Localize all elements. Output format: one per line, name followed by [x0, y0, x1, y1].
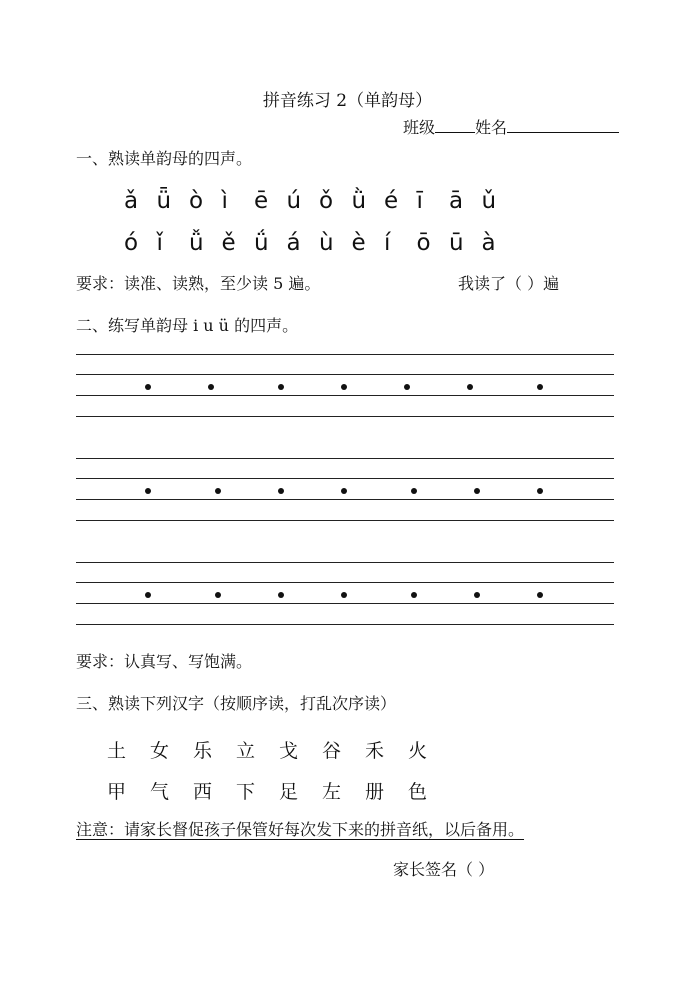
page-title: 拼音练习 2（单韵母）: [262, 91, 433, 111]
pinyin-item: ā: [449, 188, 464, 214]
hanzi-item: 下: [236, 781, 256, 803]
class-label: 班级: [403, 118, 436, 137]
tone-dot: [474, 488, 480, 494]
pinyin-item: í: [384, 230, 391, 256]
pinyin-item: ú: [286, 188, 302, 214]
tone-dot: [411, 592, 417, 598]
hanzi-item: 土: [107, 740, 127, 762]
hanzi-item: 戈: [279, 740, 299, 762]
tone-dot: [145, 384, 151, 390]
hanzi-item: 禾: [365, 740, 385, 762]
ruled-line: [76, 499, 614, 500]
tone-dot: [215, 488, 221, 494]
pinyin-item: ǘ: [254, 230, 269, 256]
pinyin-item: é: [384, 188, 399, 214]
ruled-line: [76, 374, 614, 375]
tone-dot: [474, 592, 480, 598]
hanzi-row-1: [107, 736, 451, 763]
ruled-line: [76, 582, 614, 583]
hanzi-item: 册: [365, 781, 385, 803]
pinyin-row-2: [124, 230, 514, 256]
hanzi-item: 乐: [193, 740, 213, 762]
tone-dot: [145, 488, 151, 494]
ruled-line: [76, 416, 614, 417]
read-count: 我读了（ ）遍: [458, 274, 560, 293]
tone-dot: [145, 592, 151, 598]
name-blank[interactable]: [507, 118, 619, 133]
section1-heading: 一、熟读单韵母的四声。: [76, 149, 253, 168]
pinyin-item: ǐ: [156, 230, 163, 256]
note: 注意：请家长督促孩子保管好每次发下来的拼音纸，以后备用。: [76, 820, 525, 839]
pinyin-item: ǚ: [189, 230, 204, 256]
ruled-line: [76, 395, 614, 396]
tone-dot: [278, 384, 284, 390]
parent-signature: 家长签名（ ）: [393, 860, 495, 879]
pinyin-item: ē: [254, 188, 269, 214]
tone-dot: [341, 592, 347, 598]
tone-dot: [467, 384, 473, 390]
hanzi-item: 色: [408, 781, 428, 803]
pinyin-item: ì: [221, 188, 228, 214]
hanzi-item: 立: [236, 740, 256, 762]
ruled-line: [76, 603, 614, 604]
tone-dot: [537, 592, 543, 598]
tone-dot: [278, 488, 284, 494]
section2-heading: 二、练写单韵母 i u ü 的四声。: [76, 316, 299, 335]
hanzi-item: 西: [193, 781, 213, 803]
pinyin-item: ō: [416, 230, 431, 256]
hanzi-row-2: [107, 777, 451, 804]
pinyin-item: ǎ: [124, 188, 139, 214]
pinyin-item: ǖ: [156, 188, 172, 214]
hanzi-item: 火: [408, 740, 428, 762]
pinyin-item: ě: [221, 230, 236, 256]
section3-heading: 三、熟读下列汉字（按顺序读，打乱次序读）: [76, 694, 397, 713]
pinyin-item: à: [481, 230, 496, 256]
pinyin-row-1: [124, 188, 514, 214]
hanzi-item: 谷: [322, 740, 342, 762]
name-label: 姓名: [475, 118, 508, 137]
pinyin-item: ǜ: [351, 188, 367, 214]
ruled-line: [76, 458, 614, 459]
tone-dot: [341, 488, 347, 494]
ruled-line: [76, 354, 614, 355]
pinyin-item: ǒ: [319, 188, 334, 214]
section2-requirement: 要求：认真写、写饱满。: [76, 652, 253, 671]
ruled-line: [76, 562, 614, 563]
ruled-line: [76, 478, 614, 479]
pinyin-item: ù: [319, 230, 334, 256]
tone-dot: [404, 384, 410, 390]
hanzi-item: 女: [150, 740, 170, 762]
pinyin-item: ò: [189, 188, 204, 214]
hanzi-item: 足: [279, 781, 299, 803]
pinyin-item: ó: [124, 230, 139, 256]
class-name-fields: [403, 118, 619, 138]
tone-dot: [208, 384, 214, 390]
pinyin-item: á: [286, 230, 301, 256]
tone-dot: [215, 592, 221, 598]
hanzi-item: 甲: [107, 781, 127, 803]
hanzi-item: 左: [322, 781, 342, 803]
hanzi-item: 气: [150, 781, 170, 803]
tone-dot: [411, 488, 417, 494]
pinyin-item: ū: [449, 230, 464, 256]
tone-dot: [537, 384, 543, 390]
ruled-line: [76, 520, 614, 521]
tone-dot: [537, 488, 543, 494]
ruled-line: [76, 624, 614, 625]
pinyin-item: ī: [416, 188, 423, 214]
class-blank[interactable]: [435, 118, 475, 133]
section1-requirement: 要求：读准、读熟，至少读 5 遍。: [76, 274, 321, 293]
tone-dot: [278, 592, 284, 598]
pinyin-item: è: [351, 230, 366, 256]
tone-dot: [341, 384, 347, 390]
pinyin-item: ǔ: [481, 188, 497, 214]
